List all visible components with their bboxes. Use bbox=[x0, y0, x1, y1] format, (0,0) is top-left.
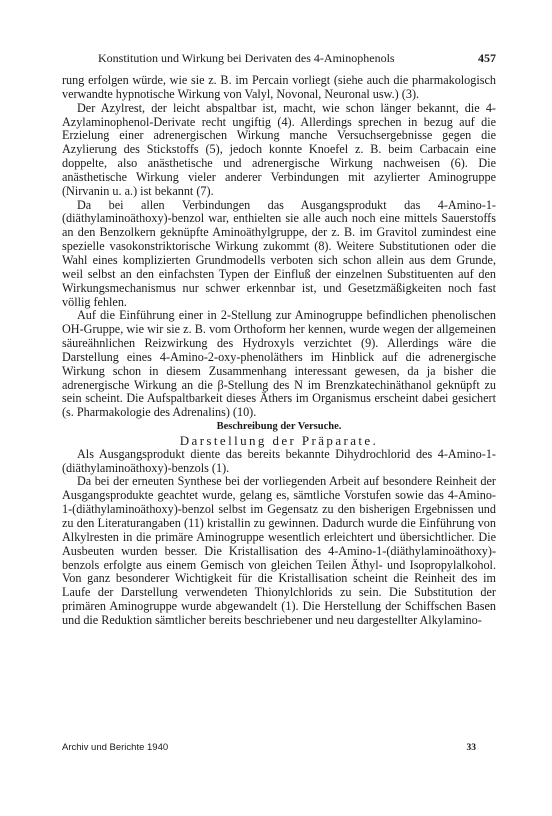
journal-footer: Archiv und Berichte 1940 bbox=[62, 742, 169, 753]
sub-heading: Darstellung der Präparate. bbox=[179, 432, 379, 448]
paragraph: Da bei der erneuten Synthese bei der vorliegenden Arbeit auf besondere Reinheit der Ausgangsprodukte geachtet wurde, gelang es, sämtliche Vorstufen sowie das 4-Amino-1-(diäthylaminoäthoxy)-benzol selbst im Gegensatz zu den bisherigen Ergebnissen und zu den Literaturangaben (11) kristallin zu gewinnen. Dadurch wurde die Einführung von Alkylresten in die primäre Aminogruppe wesentlich erleichtert und übersichtlicher. Die Ausbeuten wurden besser. Die Kristallisation des 4-Amino-1-(diäthylaminoäthoxy)-benzols erfolgte aus einem Gemisch von gleichen Teilen Äthyl- und Isopropylalkohol. Von ganz besonderer Wichtigkeit für die Kristallisation scheint die Reinheit des im Laufe der Darstellung verwendeten Thionylchlorids zu sein. Die Substitution der primären Aminogruppe wurde abgewandelt (1). Die Herstellung der Schiffschen Basen und die Reduktion sämtlicher bereits beschriebener und neu dargestellter Alkylamino- bbox=[62, 474, 496, 627]
body-text bbox=[62, 74, 496, 628]
paragraph: Als Ausgangsprodukt diente das bereits bekannte Dihydrochlorid des 4-Amino-1-(diäthylaminoäthoxy)-benzols (1). bbox=[62, 446, 496, 475]
paragraph: Auf die Einführung einer in 2-Stellung zur Aminogruppe befindlichen phenolischen OH-Gruppe, wie wir sie z. B. vom Orthoform her kennen, wurde wegen der allgemeinen säureähnlichen Reizwirkung des Hydroxyls verzichtet (9). Allerdings wäre die Darstellung eines 4-Amino-2-oxy-phenoläthers im Hinblick auf die adrenergische Wirkung schon in diesem Zusammenhang interessant gewesen, da ja bisher die adrenergische Wirkung an die β-Stellung des N im Brenzkatechinäthanol geknüpft zu sein scheint. Die Aufspaltbarkeit dieses Äthers im Organismus erscheint dabei gesichert (s. Pharmakologie des Adrenalins) (10). bbox=[62, 308, 496, 420]
running-title: Konstitution und Wirkung bei Derivaten des 4-Aminophenols bbox=[98, 51, 395, 65]
paragraph: Der Azylrest, der leicht abspaltbar ist, macht, wie schon länger bekannt, die 4-Azylaminophenol-Derivate recht ungiftig (4). Allerdings sprechen in bezug auf die Erzielung einer adrenergischen Wirkung manche Versuchsergebnisse gegen die Azylierung des Stickstoffs (5), jedoch konnte Knoefel z. B. beim Carbacain eine doppelte, also anästhetische und adrenergische Wirkung nachweisen (6). Die anästhetische Wirkung vieler anderer Verbindungen mit azylierter Aminogruppe (Nirvanin u. a.) ist bekannt (7). bbox=[62, 100, 496, 198]
section-heading: Beschreibung der Versuche. bbox=[216, 421, 342, 433]
running-header bbox=[70, 50, 496, 66]
page-number: 457 bbox=[478, 51, 496, 65]
paragraph: Da bei allen Verbindungen das Ausgangsprodukt das 4-Amino-1-(diäthylaminoäthoxy)-benzol war, enthielten sie alle auch noch eine mittels Sauerstoffs an den Benzolkern geknüpfte Aminoäthylgruppe, der z. B. im Gravitol zumindest eine spezielle vasokonstriktorische Wirkung zukommt (8). Weitere Substitutionen oder die Wahl eines komplizierten Grundmodells verboten sich schon allein aus dem Grunde, weil selbst an den einfachsten Typen der Einfluß der einzelnen Substituenten auf den Wirkungsmechanismus nur schwer erkennbar ist, und Gesetzmäßigkeiten noch fast völlig fehlen. bbox=[62, 197, 496, 309]
signature-mark: 33 bbox=[466, 743, 476, 753]
paragraph: rung erfolgen würde, wie sie z. B. im Percain vorliegt (siehe auch die pharmakologisch verwandte hypnotische Wirkung von Valyl, Novonal, Neuronal usw.) (3). bbox=[62, 73, 496, 101]
page-footer bbox=[62, 741, 496, 755]
